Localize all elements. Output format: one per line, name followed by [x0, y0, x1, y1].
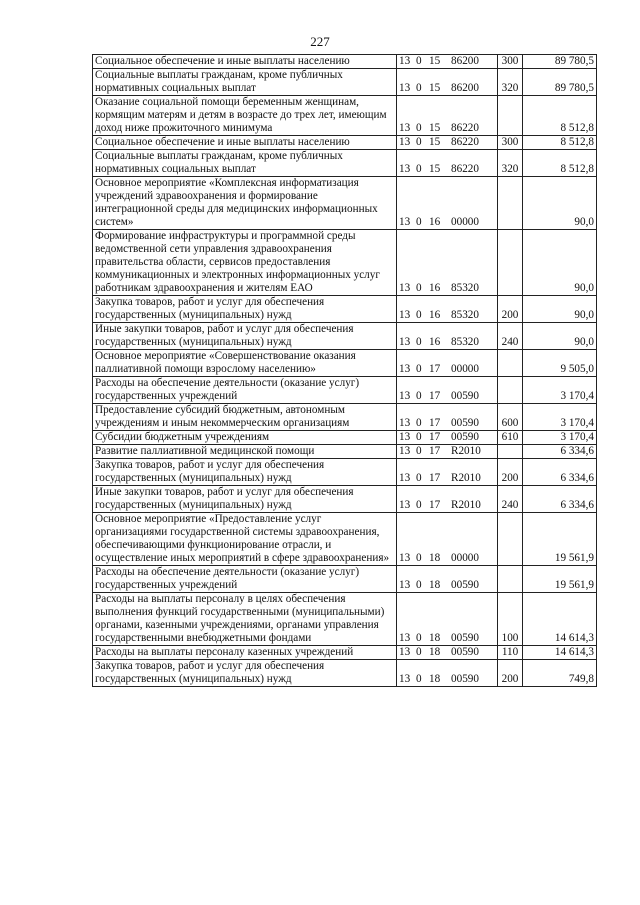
- budget-code-cell: [397, 69, 498, 96]
- expense-name-cell: Развитие паллиативной медицинской помощи: [93, 445, 397, 459]
- table-row: [93, 486, 597, 513]
- expense-name-cell: Закупка товаров, работ и услуг для обеспечения государственных (муниципальных) нужд: [93, 459, 397, 486]
- expense-type-cell: [498, 513, 523, 566]
- expense-name-cell: Предоставление субсидий бюджетным, автономным учреждениям и иным некоммерческим организациям: [93, 404, 397, 431]
- expense-type-cell: [498, 566, 523, 593]
- direction-code: 00590: [451, 390, 479, 402]
- table-row: [93, 445, 597, 459]
- subprogram-code: 0: [416, 445, 422, 457]
- budget-code-cell: [397, 150, 498, 177]
- direction-code: 00590: [451, 646, 479, 658]
- expense-name-cell: Закупка товаров, работ и услуг для обеспечения государственных (муниципальных) нужд: [93, 296, 397, 323]
- expense-type-cell: 110: [498, 646, 523, 660]
- direction-code: 85320: [451, 336, 479, 348]
- expense-name-cell: Иные закупки товаров, работ и услуг для обеспечения государственных (муниципальных) нужд: [93, 486, 397, 513]
- expense-type-cell: [498, 96, 523, 136]
- program-code: 13: [399, 336, 411, 348]
- direction-code: 86220: [451, 136, 479, 148]
- amount-cell: 90,0: [523, 296, 597, 323]
- direction-code: 00590: [451, 632, 479, 644]
- amount-cell: 8 512,8: [523, 150, 597, 177]
- event-code: 15: [429, 122, 441, 134]
- amount-cell: 9 505,0: [523, 350, 597, 377]
- program-code: 13: [399, 646, 411, 658]
- expense-name-cell: Оказание социальной помощи беременным женщинам, кормящим матерям и детям в возрасте до трех лет, имеющим доход ниже прожиточного минимума: [93, 96, 397, 136]
- event-code: 15: [429, 82, 441, 94]
- budget-table: [92, 54, 597, 687]
- expense-type-cell: [498, 445, 523, 459]
- budget-code-cell: [397, 593, 498, 646]
- subprogram-code: 0: [416, 309, 422, 321]
- table-row: [93, 69, 597, 96]
- expense-name-cell: Основное мероприятие «Комплексная информатизация учреждений здравоохранения и формирование интеграционной среды для медицинских информационных систем»: [93, 177, 397, 230]
- budget-code-cell: [397, 431, 498, 445]
- amount-cell: 89 780,5: [523, 55, 597, 69]
- program-code: 13: [399, 282, 411, 294]
- program-code: 13: [399, 673, 411, 685]
- expense-type-cell: 240: [498, 323, 523, 350]
- direction-code: 85320: [451, 282, 479, 294]
- budget-code-cell: [397, 55, 498, 69]
- expense-name-cell: Расходы на обеспечение деятельности (оказание услуг) государственных учреждений: [93, 566, 397, 593]
- budget-code-cell: [397, 96, 498, 136]
- program-code: 13: [399, 216, 411, 228]
- amount-cell: 90,0: [523, 230, 597, 296]
- program-code: 13: [399, 632, 411, 644]
- table-row: [93, 150, 597, 177]
- expense-type-cell: 300: [498, 55, 523, 69]
- event-code: 18: [429, 646, 441, 658]
- expense-type-cell: 610: [498, 431, 523, 445]
- event-code: 17: [429, 417, 441, 429]
- table-row: [93, 377, 597, 404]
- table-row: [93, 566, 597, 593]
- direction-code: 00000: [451, 552, 479, 564]
- program-code: 13: [399, 552, 411, 564]
- table-row: [93, 431, 597, 445]
- direction-code: 86220: [451, 163, 479, 175]
- table-row: [93, 404, 597, 431]
- amount-cell: 90,0: [523, 177, 597, 230]
- budget-code-cell: [397, 404, 498, 431]
- expense-type-cell: 600: [498, 404, 523, 431]
- amount-cell: 89 780,5: [523, 69, 597, 96]
- event-code: 17: [429, 431, 441, 443]
- table-row: [93, 350, 597, 377]
- expense-type-cell: 320: [498, 150, 523, 177]
- subprogram-code: 0: [416, 499, 422, 511]
- amount-cell: 14 614,3: [523, 646, 597, 660]
- program-code: 13: [399, 445, 411, 457]
- program-code: 13: [399, 55, 411, 67]
- subprogram-code: 0: [416, 417, 422, 429]
- table-row: [93, 296, 597, 323]
- subprogram-code: 0: [416, 82, 422, 94]
- program-code: 13: [399, 579, 411, 591]
- table-row: [93, 55, 597, 69]
- program-code: 13: [399, 309, 411, 321]
- event-code: 17: [429, 499, 441, 511]
- subprogram-code: 0: [416, 673, 422, 685]
- expense-name-cell: Иные закупки товаров, работ и услуг для обеспечения государственных (муниципальных) нужд: [93, 323, 397, 350]
- expense-type-cell: 300: [498, 136, 523, 150]
- subprogram-code: 0: [416, 363, 422, 375]
- event-code: 17: [429, 363, 441, 375]
- expense-name-cell: Закупка товаров, работ и услуг для обеспечения государственных (муниципальных) нужд: [93, 660, 397, 687]
- expense-type-cell: 200: [498, 459, 523, 486]
- budget-code-cell: [397, 513, 498, 566]
- expense-name-cell: Социальное обеспечение и иные выплаты населению: [93, 55, 397, 69]
- subprogram-code: 0: [416, 122, 422, 134]
- subprogram-code: 0: [416, 632, 422, 644]
- subprogram-code: 0: [416, 216, 422, 228]
- program-code: 13: [399, 499, 411, 511]
- expense-type-cell: 200: [498, 296, 523, 323]
- budget-code-cell: [397, 296, 498, 323]
- expense-name-cell: Социальные выплаты гражданам, кроме публичных нормативных социальных выплат: [93, 150, 397, 177]
- amount-cell: 3 170,4: [523, 377, 597, 404]
- direction-code: 86200: [451, 55, 479, 67]
- direction-code: 00590: [451, 579, 479, 591]
- amount-cell: 90,0: [523, 323, 597, 350]
- program-code: 13: [399, 431, 411, 443]
- program-code: 13: [399, 390, 411, 402]
- expense-type-cell: 320: [498, 69, 523, 96]
- event-code: 15: [429, 55, 441, 67]
- amount-cell: 14 614,3: [523, 593, 597, 646]
- expense-name-cell: Формирование инфраструктуры и программной среды ведомственной сети управления здравоохранения правительства области, сервисов предоставления коммуникационных и электронных информационных услуг работникам здравоохранения и жителям ЕАО: [93, 230, 397, 296]
- program-code: 13: [399, 122, 411, 134]
- expense-name-cell: Социальные выплаты гражданам, кроме публичных нормативных социальных выплат: [93, 69, 397, 96]
- program-code: 13: [399, 163, 411, 175]
- direction-code: 00590: [451, 673, 479, 685]
- expense-type-cell: 200: [498, 660, 523, 687]
- budget-code-cell: [397, 136, 498, 150]
- direction-code: 86220: [451, 122, 479, 134]
- expense-name-cell: Расходы на выплаты персоналу казенных учреждений: [93, 646, 397, 660]
- direction-code: 00000: [451, 363, 479, 375]
- expense-type-cell: 100: [498, 593, 523, 646]
- expense-type-cell: [498, 177, 523, 230]
- subprogram-code: 0: [416, 646, 422, 658]
- event-code: 16: [429, 309, 441, 321]
- event-code: 18: [429, 579, 441, 591]
- amount-cell: 8 512,8: [523, 136, 597, 150]
- subprogram-code: 0: [416, 431, 422, 443]
- table-row: [93, 660, 597, 687]
- program-code: 13: [399, 136, 411, 148]
- budget-code-cell: [397, 377, 498, 404]
- subprogram-code: 0: [416, 163, 422, 175]
- program-code: 13: [399, 363, 411, 375]
- table-row: [93, 513, 597, 566]
- direction-code: 00000: [451, 216, 479, 228]
- expense-name-cell: Основное мероприятие «Предоставление услуг организациями государственной системы здравоохранения, обеспечивающими функционирование отрасли, и осуществление иных мероприятий в сфере здравоохранения»: [93, 513, 397, 566]
- event-code: 18: [429, 552, 441, 564]
- expense-name-cell: Расходы на выплаты персоналу в целях обеспечения выполнения функций государственными (муниципальными) органами, казенными учреждениями, органами управления государственными внебюджетными фондами: [93, 593, 397, 646]
- budget-code-cell: [397, 350, 498, 377]
- subprogram-code: 0: [416, 390, 422, 402]
- direction-code: 86200: [451, 82, 479, 94]
- subprogram-code: 0: [416, 336, 422, 348]
- subprogram-code: 0: [416, 552, 422, 564]
- budget-code-cell: [397, 323, 498, 350]
- table-row: [93, 230, 597, 296]
- expense-name-cell: Основное мероприятие «Совершенствование оказания паллиативной помощи взрослому населению»: [93, 350, 397, 377]
- event-code: 17: [429, 445, 441, 457]
- direction-code: 00590: [451, 431, 479, 443]
- program-code: 13: [399, 417, 411, 429]
- event-code: 17: [429, 472, 441, 484]
- amount-cell: 749,8: [523, 660, 597, 687]
- expense-type-cell: 240: [498, 486, 523, 513]
- amount-cell: 8 512,8: [523, 96, 597, 136]
- event-code: 16: [429, 336, 441, 348]
- budget-table-body: [93, 55, 597, 687]
- subprogram-code: 0: [416, 55, 422, 67]
- amount-cell: 6 334,6: [523, 486, 597, 513]
- event-code: 18: [429, 632, 441, 644]
- expense-type-cell: [498, 230, 523, 296]
- event-code: 15: [429, 136, 441, 148]
- amount-cell: 19 561,9: [523, 513, 597, 566]
- amount-cell: 3 170,4: [523, 431, 597, 445]
- expense-type-cell: [498, 350, 523, 377]
- page-number: 227: [310, 34, 330, 49]
- subprogram-code: 0: [416, 282, 422, 294]
- table-row: [93, 136, 597, 150]
- budget-code-cell: [397, 566, 498, 593]
- program-code: 13: [399, 82, 411, 94]
- event-code: 16: [429, 216, 441, 228]
- budget-code-cell: [397, 230, 498, 296]
- table-row: [93, 323, 597, 350]
- direction-code: R2010: [451, 445, 481, 457]
- direction-code: 00590: [451, 417, 479, 429]
- event-code: 15: [429, 163, 441, 175]
- event-code: 17: [429, 390, 441, 402]
- program-code: 13: [399, 472, 411, 484]
- budget-code-cell: [397, 459, 498, 486]
- table-row: [93, 593, 597, 646]
- budget-code-cell: [397, 660, 498, 687]
- budget-code-cell: [397, 646, 498, 660]
- expense-type-cell: [498, 377, 523, 404]
- budget-code-cell: [397, 445, 498, 459]
- table-row: [93, 646, 597, 660]
- direction-code: 85320: [451, 309, 479, 321]
- subprogram-code: 0: [416, 579, 422, 591]
- table-row: [93, 96, 597, 136]
- table-row: [93, 177, 597, 230]
- expense-name-cell: Субсидии бюджетным учреждениям: [93, 431, 397, 445]
- amount-cell: 6 334,6: [523, 445, 597, 459]
- budget-code-cell: [397, 486, 498, 513]
- event-code: 18: [429, 673, 441, 685]
- expense-name-cell: Социальное обеспечение и иные выплаты населению: [93, 136, 397, 150]
- direction-code: R2010: [451, 472, 481, 484]
- amount-cell: 19 561,9: [523, 566, 597, 593]
- subprogram-code: 0: [416, 136, 422, 148]
- amount-cell: 3 170,4: [523, 404, 597, 431]
- amount-cell: 6 334,6: [523, 459, 597, 486]
- table-row: [93, 459, 597, 486]
- direction-code: R2010: [451, 499, 481, 511]
- expense-name-cell: Расходы на обеспечение деятельности (оказание услуг) государственных учреждений: [93, 377, 397, 404]
- budget-code-cell: [397, 177, 498, 230]
- subprogram-code: 0: [416, 472, 422, 484]
- event-code: 16: [429, 282, 441, 294]
